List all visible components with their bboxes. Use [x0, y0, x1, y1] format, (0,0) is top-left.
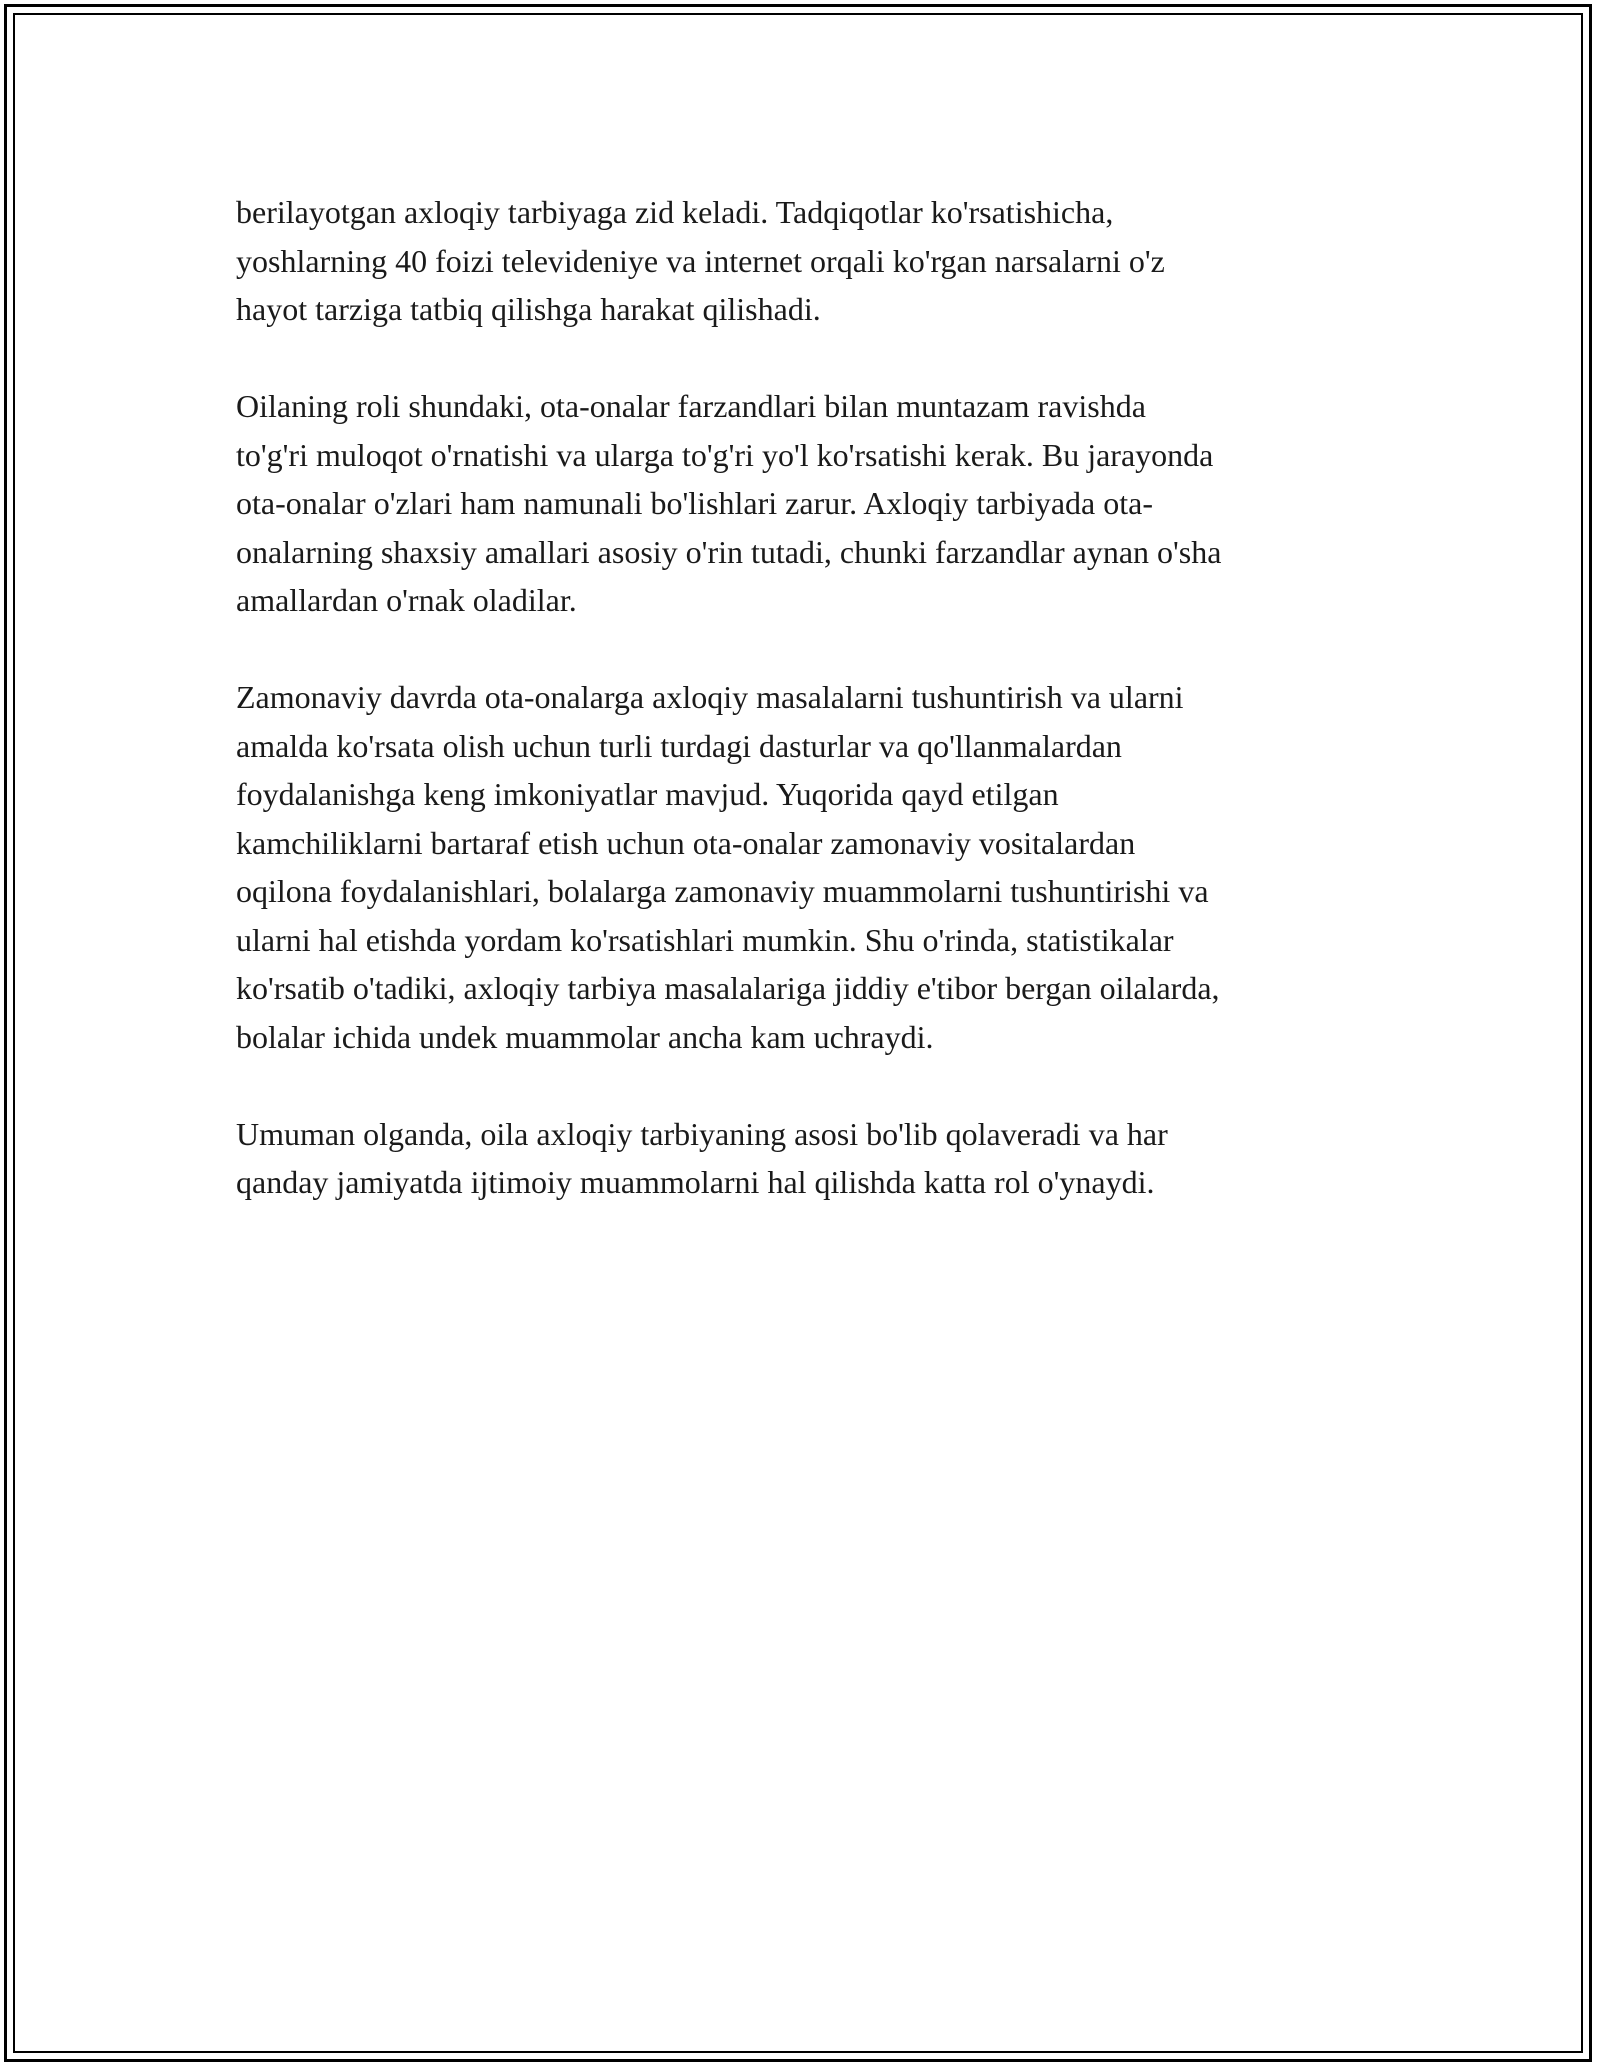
text-line: amalda ko'rsata olish uchun turli turdagi dasturlar va qo'llanmalardan [236, 727, 1122, 764]
paragraph-2 [236, 382, 1376, 625]
text-line: ularni hal etishda yordam ko'rsatishlari mumkin. Shu o'rinda, statistikalar [236, 921, 1174, 958]
text-line: ko'rsatib o'tadiki, axloqiy tarbiya masalalariga jiddiy e'tibor bergan oilalarda, [236, 970, 1220, 1006]
text-line: hayot tarziga tatbiq qilishga harakat qilishadi. [236, 291, 821, 327]
text-line: Oilaning roli shundaki, ota-onalar farzandlari bilan muntazam ravishda [236, 388, 1146, 424]
text-line: foydalanishga keng imkoniyatlar mavjud. Yuqorida qayd etilgan [236, 776, 1059, 812]
text-line: qanday jamiyatda ijtimoiy muammolarni hal qilishda katta rol o'ynaydi. [236, 1164, 1155, 1200]
paragraph-1 [236, 188, 1376, 334]
paragraph-3 [236, 673, 1376, 1061]
text-line: ota-onalar o'zlari ham namunali bo'lishlari zarur. Axloqiy tarbiyada ota- [236, 485, 1153, 521]
paragraph-4 [236, 1110, 1376, 1207]
document-body [236, 188, 1376, 1255]
text-line: yoshlarning 40 foizi televideniye va internet orqali ko'rgan narsalarni o'z [236, 242, 1165, 279]
text-line: to'g'ri muloqot o'rnatishi va ularga to'g'ri yo'l ko'rsatishi kerak. Bu jarayonda [236, 436, 1214, 473]
text-line: berilayotgan axloqiy tarbiyaga zid keladi. Tadqiqotlar ko'rsatishicha, [236, 194, 1114, 230]
text-line: amallardan o'rnak oladilar. [236, 582, 577, 618]
text-line: oqilona foydalanishlari, bolalarga zamonaviy muammolarni tushuntirishi va [236, 873, 1209, 909]
text-line: bolalar ichida undek muammolar ancha kam uchraydi. [236, 1018, 934, 1055]
text-line: onalarning shaxsiy amallari asosiy o'rin tutadi, chunki farzandlar aynan o'sha [236, 533, 1222, 570]
text-line: kamchiliklarni bartaraf etish uchun ota-onalar zamonaviy vositalardan [236, 824, 1136, 861]
text-line: Zamonaviy davrda ota-onalarga axloqiy masalalarni tushuntirish va ularni [236, 679, 1184, 715]
text-line: Umuman olganda, oila axloqiy tarbiyaning asosi bo'lib qolaveradi va har [236, 1115, 1168, 1152]
